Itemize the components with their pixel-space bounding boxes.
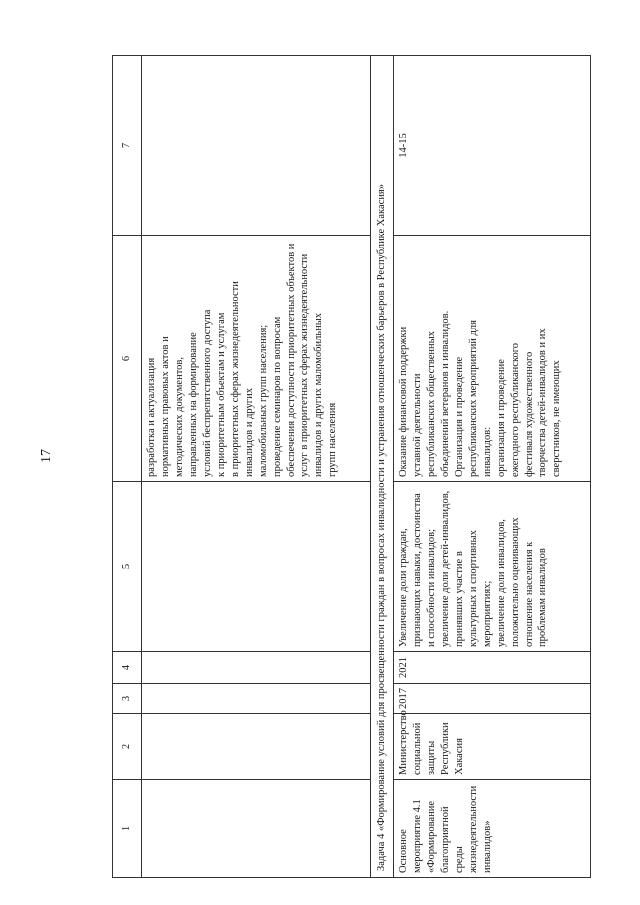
table-row bbox=[393, 56, 590, 878]
start-year: 2017 bbox=[393, 684, 590, 714]
task-title: Задача 4 «Формирование условий для просвещенности граждан в вопросах инвалидности и устранения отношенческих барьеров в Республике Хакасия» bbox=[371, 56, 394, 878]
cell bbox=[142, 482, 371, 652]
cell bbox=[142, 56, 371, 236]
cell bbox=[142, 684, 371, 714]
col-header-5: 5 bbox=[113, 482, 142, 652]
cell bbox=[142, 714, 371, 780]
col-header-4: 4 bbox=[113, 652, 142, 684]
col-header-3: 3 bbox=[113, 684, 142, 714]
activity-name: Основное мероприятие 4.1 «Формирование благоприятной среды жизнедеятельности инвалидов» bbox=[393, 780, 590, 878]
task-row bbox=[371, 56, 394, 878]
measures-cell: разработка и актуализация нормативных правовых актов и методических документов, направленных на формирование условий беспрепятственного доступа к приоритетным объектам и услугам в приоритетных сферах жизнедеятельности инвалидов и других маломобильных групп населения; проведение семинаров по вопросам обеспечения доступности приоритетных объектов и услуг в приоритетных сферах жизнедеятельности инвалидов и других маломобильных групп населения bbox=[142, 236, 371, 482]
table-row bbox=[142, 56, 371, 878]
header-row bbox=[113, 56, 142, 878]
end-year: 2021 bbox=[393, 652, 590, 684]
expected-result: Увеличение доли граждан, признающих навыки, достоинства и способности инвалидов; увеличение доли детей-инвалидов, принявших участие в культурных и спортивных мероприятиях; увеличение доли инвалидов, положительно оценивающих отношение населения к проблемам инвалидов bbox=[393, 482, 590, 652]
measures-cell: Оказание финансовой поддержки уставной деятельности республиканских общественных объединений ветеранов и инвалидов. Организация и проведение республиканских мероприятий для инвалидов: организация и проведение ежегодного республиканского фестиваля художественного творчества детей-инвалидов и их сверстников, не имеющих bbox=[393, 236, 590, 482]
cell bbox=[142, 652, 371, 684]
col-header-7: 7 bbox=[113, 56, 142, 236]
rotated-table-container bbox=[112, 56, 630, 878]
col-header-6: 6 bbox=[113, 236, 142, 482]
cell bbox=[142, 780, 371, 878]
page-number: 17 bbox=[39, 449, 54, 463]
col-header-1: 1 bbox=[113, 780, 142, 878]
executor: Министерство социальной защиты Республики Хакасия bbox=[393, 714, 590, 780]
col-header-2: 2 bbox=[113, 714, 142, 780]
indicator-ref: 14-15 bbox=[393, 56, 590, 236]
program-table bbox=[112, 55, 591, 878]
